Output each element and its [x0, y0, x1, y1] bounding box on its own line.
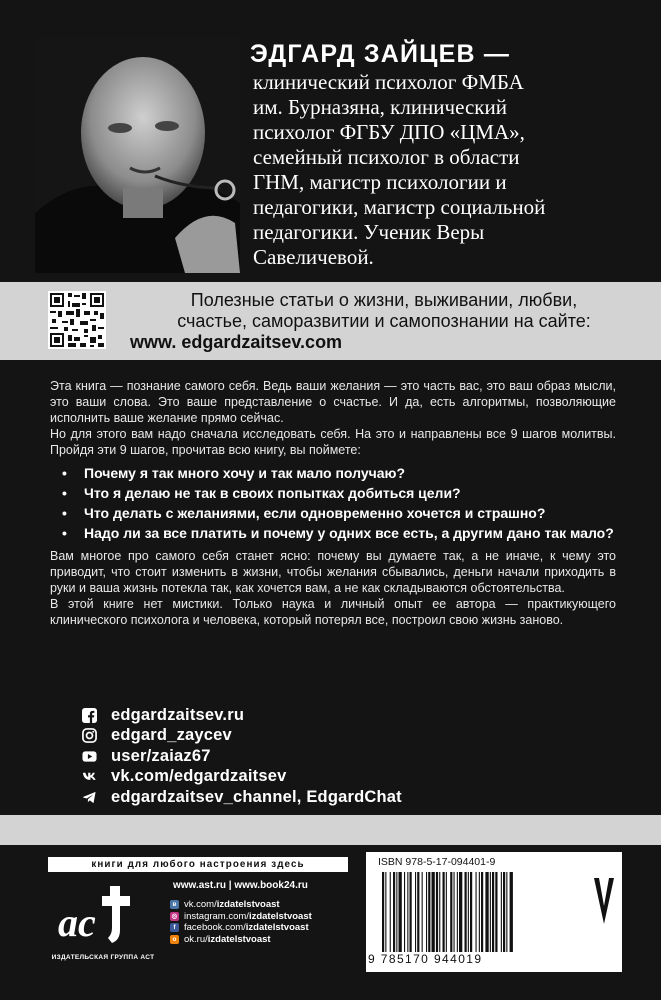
barcode-bar: [422, 872, 423, 952]
bio-line: педагогики, магистр социальной: [253, 195, 546, 219]
instagram-icon: [82, 728, 97, 743]
publisher-footer: [0, 845, 661, 1000]
publisher-link-instagram[interactable]: [170, 911, 312, 923]
website-line: Полезные статьи о жизни, выживании, любви,: [190, 290, 578, 310]
barcode-bar: [501, 872, 502, 952]
social-link-text: user/zaiaz67: [111, 746, 211, 765]
barcode-bar: [457, 872, 458, 952]
book-description: [50, 378, 616, 628]
social-link-text: edgardzaitsev_channel, EdgardChat: [111, 787, 402, 806]
social-link-text: edgardzaitsev.ru: [111, 705, 245, 724]
description-paragraph: Вам многое про самого себя станет ясно: почему вы думаете так, а не иначе, к чему это приводит, что стоит изменить в жизни, чтобы желания сбывались, деньги начали приходить в руки и ваша жизнь потекла так, как хочется вам, а не как складываются обстоятельства.: [50, 549, 616, 595]
social-link-telegram[interactable]: [82, 788, 402, 806]
bio-line: клинический психолог ФМБА: [253, 70, 524, 94]
age-rating-icon: [592, 874, 616, 930]
barcode-bar: [426, 872, 427, 952]
author-social-links: [82, 706, 402, 809]
ast-logo-icon: [48, 880, 158, 955]
author-bio-block: [250, 38, 650, 270]
link-handle: izdatelstvoast: [207, 933, 271, 945]
link-handle: izdatelstvoast: [245, 922, 309, 934]
barcode-bar: [490, 872, 491, 952]
isbn-number: ISBN 978-5-17-094401-9: [378, 856, 496, 868]
description-paragraph: В этой книге нет мистики. Только наука и личный опыт ее автора — практикующего клинического психолога и человека, который потерял все, построил свою жизнь заново.: [50, 597, 616, 627]
question-text: Что делать с желаниями, если одновременно хочется и страшно?: [84, 505, 546, 521]
link-handle: izdatelstvoast: [216, 899, 280, 911]
author-bio: [253, 70, 650, 270]
barcode-panel: [366, 852, 622, 972]
website-band: [0, 282, 661, 360]
social-link-text: edgard_zaycev: [111, 726, 232, 745]
barcode-bar: [503, 872, 505, 952]
list-item: [60, 464, 616, 482]
barcode-bar: [439, 872, 440, 952]
telegram-icon: [82, 790, 97, 805]
website-line: счастье, саморазвитии и самопознании на сайте:: [177, 311, 591, 331]
question-text: Почему я так много хочу и так мало получаю?: [84, 465, 406, 481]
bio-line: им. Бурназяна, клинический: [253, 95, 507, 119]
barcode-bar: [446, 872, 447, 952]
list-item: [60, 484, 616, 502]
barcode-bar: [459, 872, 462, 952]
bio-line: Савеличевой.: [253, 245, 374, 269]
barcode-bar: [393, 872, 395, 952]
barcode-digits: 9 785170 944019: [368, 952, 483, 966]
list-item: [60, 504, 616, 522]
barcode-bar: [396, 872, 397, 952]
barcode-bar: [506, 872, 507, 952]
question-list: [60, 464, 616, 542]
social-link-instagram[interactable]: [82, 727, 402, 745]
divider-band: [0, 815, 661, 845]
link-prefix: ok.ru/: [184, 933, 208, 945]
youtube-icon: [82, 749, 97, 764]
bio-line: психолог ФГБУ ДПО «ЦМА»,: [253, 120, 525, 144]
barcode: [378, 872, 548, 952]
barcode-bar: [404, 872, 405, 952]
bullet-icon: •: [62, 505, 67, 521]
barcode-bar: [510, 872, 513, 952]
link-handle: izdatelstvoast: [248, 910, 312, 922]
qr-code[interactable]: [48, 291, 106, 349]
barcode-bar: [417, 872, 419, 952]
bio-line: ГНМ, магистр психологии и: [253, 170, 507, 194]
vk-icon: [82, 769, 97, 784]
barcode-bar: [450, 872, 452, 952]
description-paragraph: Эта книга — познание самого себя. Ведь ваши желания — это часть вас, это ваш образ мысли, это ваши слова. Это ваше представление о счастье. И да, есть алгоритмы, позволяющие исполнить ваше желание прямо сейчас.: [50, 379, 616, 425]
barcode-bar: [382, 872, 384, 952]
website-url[interactable]: www. edgardzaitsev.com: [130, 332, 343, 352]
bio-line: семейный психолог в области: [253, 145, 520, 169]
barcode-bar: [485, 872, 488, 952]
barcode-bar: [492, 872, 494, 952]
list-item: [60, 524, 616, 542]
social-link-facebook[interactable]: [82, 706, 402, 724]
publisher-logo: [48, 880, 158, 985]
barcode-bar: [454, 872, 455, 952]
barcode-bar: [410, 872, 412, 952]
link-prefix: facebook.com/: [184, 922, 246, 934]
vk-icon: в: [170, 900, 179, 909]
barcode-bar: [468, 872, 469, 952]
barcode-bar: [415, 872, 416, 952]
author-name: ЭДГАРД ЗАЙЦЕВ —: [250, 40, 511, 68]
barcode-bar: [436, 872, 438, 952]
facebook-icon: [82, 708, 97, 723]
barcode-bar: [479, 872, 480, 952]
bio-line: педагогики. Ученик Веры: [253, 220, 485, 244]
question-text: Надо ли за все платить и почему у одних все есть, а другим дано так мало?: [84, 525, 614, 541]
barcode-bar: [428, 872, 430, 952]
bullet-icon: •: [62, 485, 67, 501]
odnoklassniki-icon: о: [170, 935, 179, 944]
publisher-name: ИЗДАТЕЛЬСКАЯ ГРУППА АСТ: [51, 954, 155, 961]
social-link-vk[interactable]: [82, 768, 402, 786]
publisher-slogan: книги для любого настроения здесь: [48, 857, 348, 872]
bullet-icon: •: [62, 465, 67, 481]
link-prefix: instagram.com/: [184, 910, 249, 922]
barcode-bar: [390, 872, 391, 952]
bullet-icon: •: [62, 525, 67, 541]
social-link-text: vk.com/edgardzaitsev: [111, 767, 287, 786]
publisher-link-odnoklassniki[interactable]: [170, 934, 312, 946]
website-text: [124, 290, 644, 353]
barcode-bar: [432, 872, 435, 952]
barcode-bar: [399, 872, 402, 952]
social-link-youtube[interactable]: [82, 747, 402, 765]
question-text: Что я делаю не так в своих попытках добиться цели?: [84, 485, 461, 501]
barcode-bar: [385, 872, 386, 952]
link-prefix: vk.com/: [184, 899, 217, 911]
barcode-bar: [470, 872, 472, 952]
publisher-link-facebook[interactable]: [170, 922, 312, 934]
publisher-websites[interactable]: www.ast.ru | www.book24.ru: [173, 880, 308, 891]
barcode-bar: [465, 872, 467, 952]
svg-text:ас: ас: [58, 900, 96, 945]
publisher-social-links: [170, 899, 312, 945]
author-photo: [35, 38, 240, 273]
publisher-link-vk[interactable]: [170, 899, 312, 911]
barcode-bar: [443, 872, 445, 952]
barcode-bar: [476, 872, 477, 952]
description-paragraph: Но для этого вам надо сначала исследовать себя. На это и направлены все 9 шагов молитвы. Пройдя эти 9 шагов, прочитав всю книгу, вы поймете:: [50, 427, 616, 457]
barcode-bar: [407, 872, 408, 952]
barcode-bar: [495, 872, 497, 952]
facebook-icon: f: [170, 923, 179, 932]
instagram-icon: ◎: [171, 913, 178, 921]
barcode-bar: [481, 872, 483, 952]
